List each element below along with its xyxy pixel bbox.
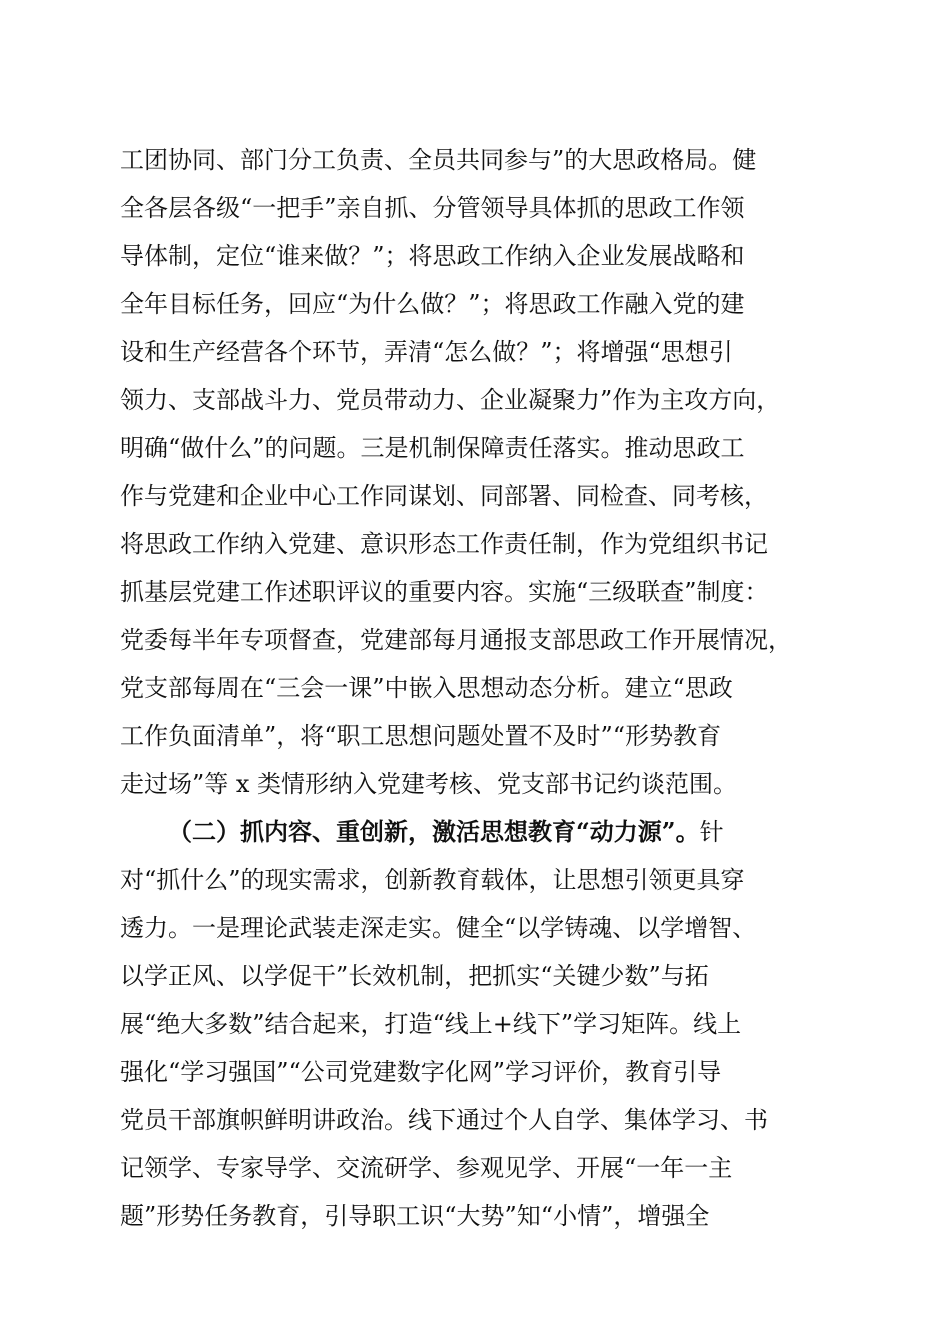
text-line: 设和生产经营各个环节，弄清“怎么做？”；将增强“思想引	[120, 338, 733, 366]
text-line: 全各层各级“一把手”亲自抓、分管领导具体抓的思政工作领	[120, 194, 745, 222]
body-text	[120, 136, 840, 1240]
text-line: 工团协同、部门分工负责、全员共同参与”的大思政格局。健	[120, 146, 757, 174]
text-line: 导体制，定位“谁来做？”；将思政工作纳入企业发展战略和	[120, 242, 745, 270]
text-line: 领力、支部战斗力、党员带动力、企业凝聚力”作为主攻方向，	[120, 386, 781, 414]
text-line: 抓基层党建工作述职评议的重要内容。实施“三级联查”制度：	[120, 578, 769, 606]
text-line: 作与党建和企业中心工作同谋划、同部署、同检查、同考核，	[120, 482, 768, 510]
text-line: 题”形势任务教育，引导职工识“大势”知“小情”，增强全	[120, 1202, 710, 1230]
text-line: 展“绝大多数”结合起来，打造“线上+线下”学习矩阵。线上	[120, 1010, 742, 1038]
section-heading-tail: 针	[699, 818, 724, 846]
text-line: 党委每半年专项督查，党建部每月通报支部思政工作开展情况，	[120, 626, 792, 654]
text-line: 透力。一是理论武装走深走实。健全“以学铸魂、以学增智、	[120, 914, 757, 942]
text-line: 全年目标任务，回应“为什么做？”；将思政工作融入党的建	[120, 290, 745, 318]
text-line: 党支部每周在“三会一课”中嵌入思想动态分析。建立“思政	[120, 674, 733, 702]
section-heading: （二）抓内容、重创新，激活思想教育“动力源”。	[168, 817, 700, 846]
section-heading-line	[120, 808, 840, 856]
text-line: 记领学、专家导学、交流研学、参观见学、开展“一年一主	[120, 1154, 733, 1182]
text-line: 将思政工作纳入党建、意识形态工作责任制，作为党组织书记	[120, 530, 768, 558]
text-line: 强化“学习强国”“公司党建数字化网”学习评价，教育引导	[120, 1058, 722, 1086]
text-line: 以学正风、以学促干”长效机制，把抓实“关键少数”与拓	[120, 962, 709, 990]
text-line: 工作负面清单”，将“职工思想问题处置不及时”“形势教育	[120, 722, 722, 750]
text-line: 对“抓什么”的现实需求，创新教育载体，让思想引领更具穿	[120, 866, 745, 894]
text-line: 走过场”等 x 类情形纳入党建考核、党支部书记约谈范围。	[120, 770, 738, 798]
text-line: 明确“做什么”的问题。三是机制保障责任落实。推动思政工	[120, 434, 745, 462]
text-line: 党员干部旗帜鲜明讲政治。线下通过个人自学、集体学习、书	[120, 1106, 768, 1134]
